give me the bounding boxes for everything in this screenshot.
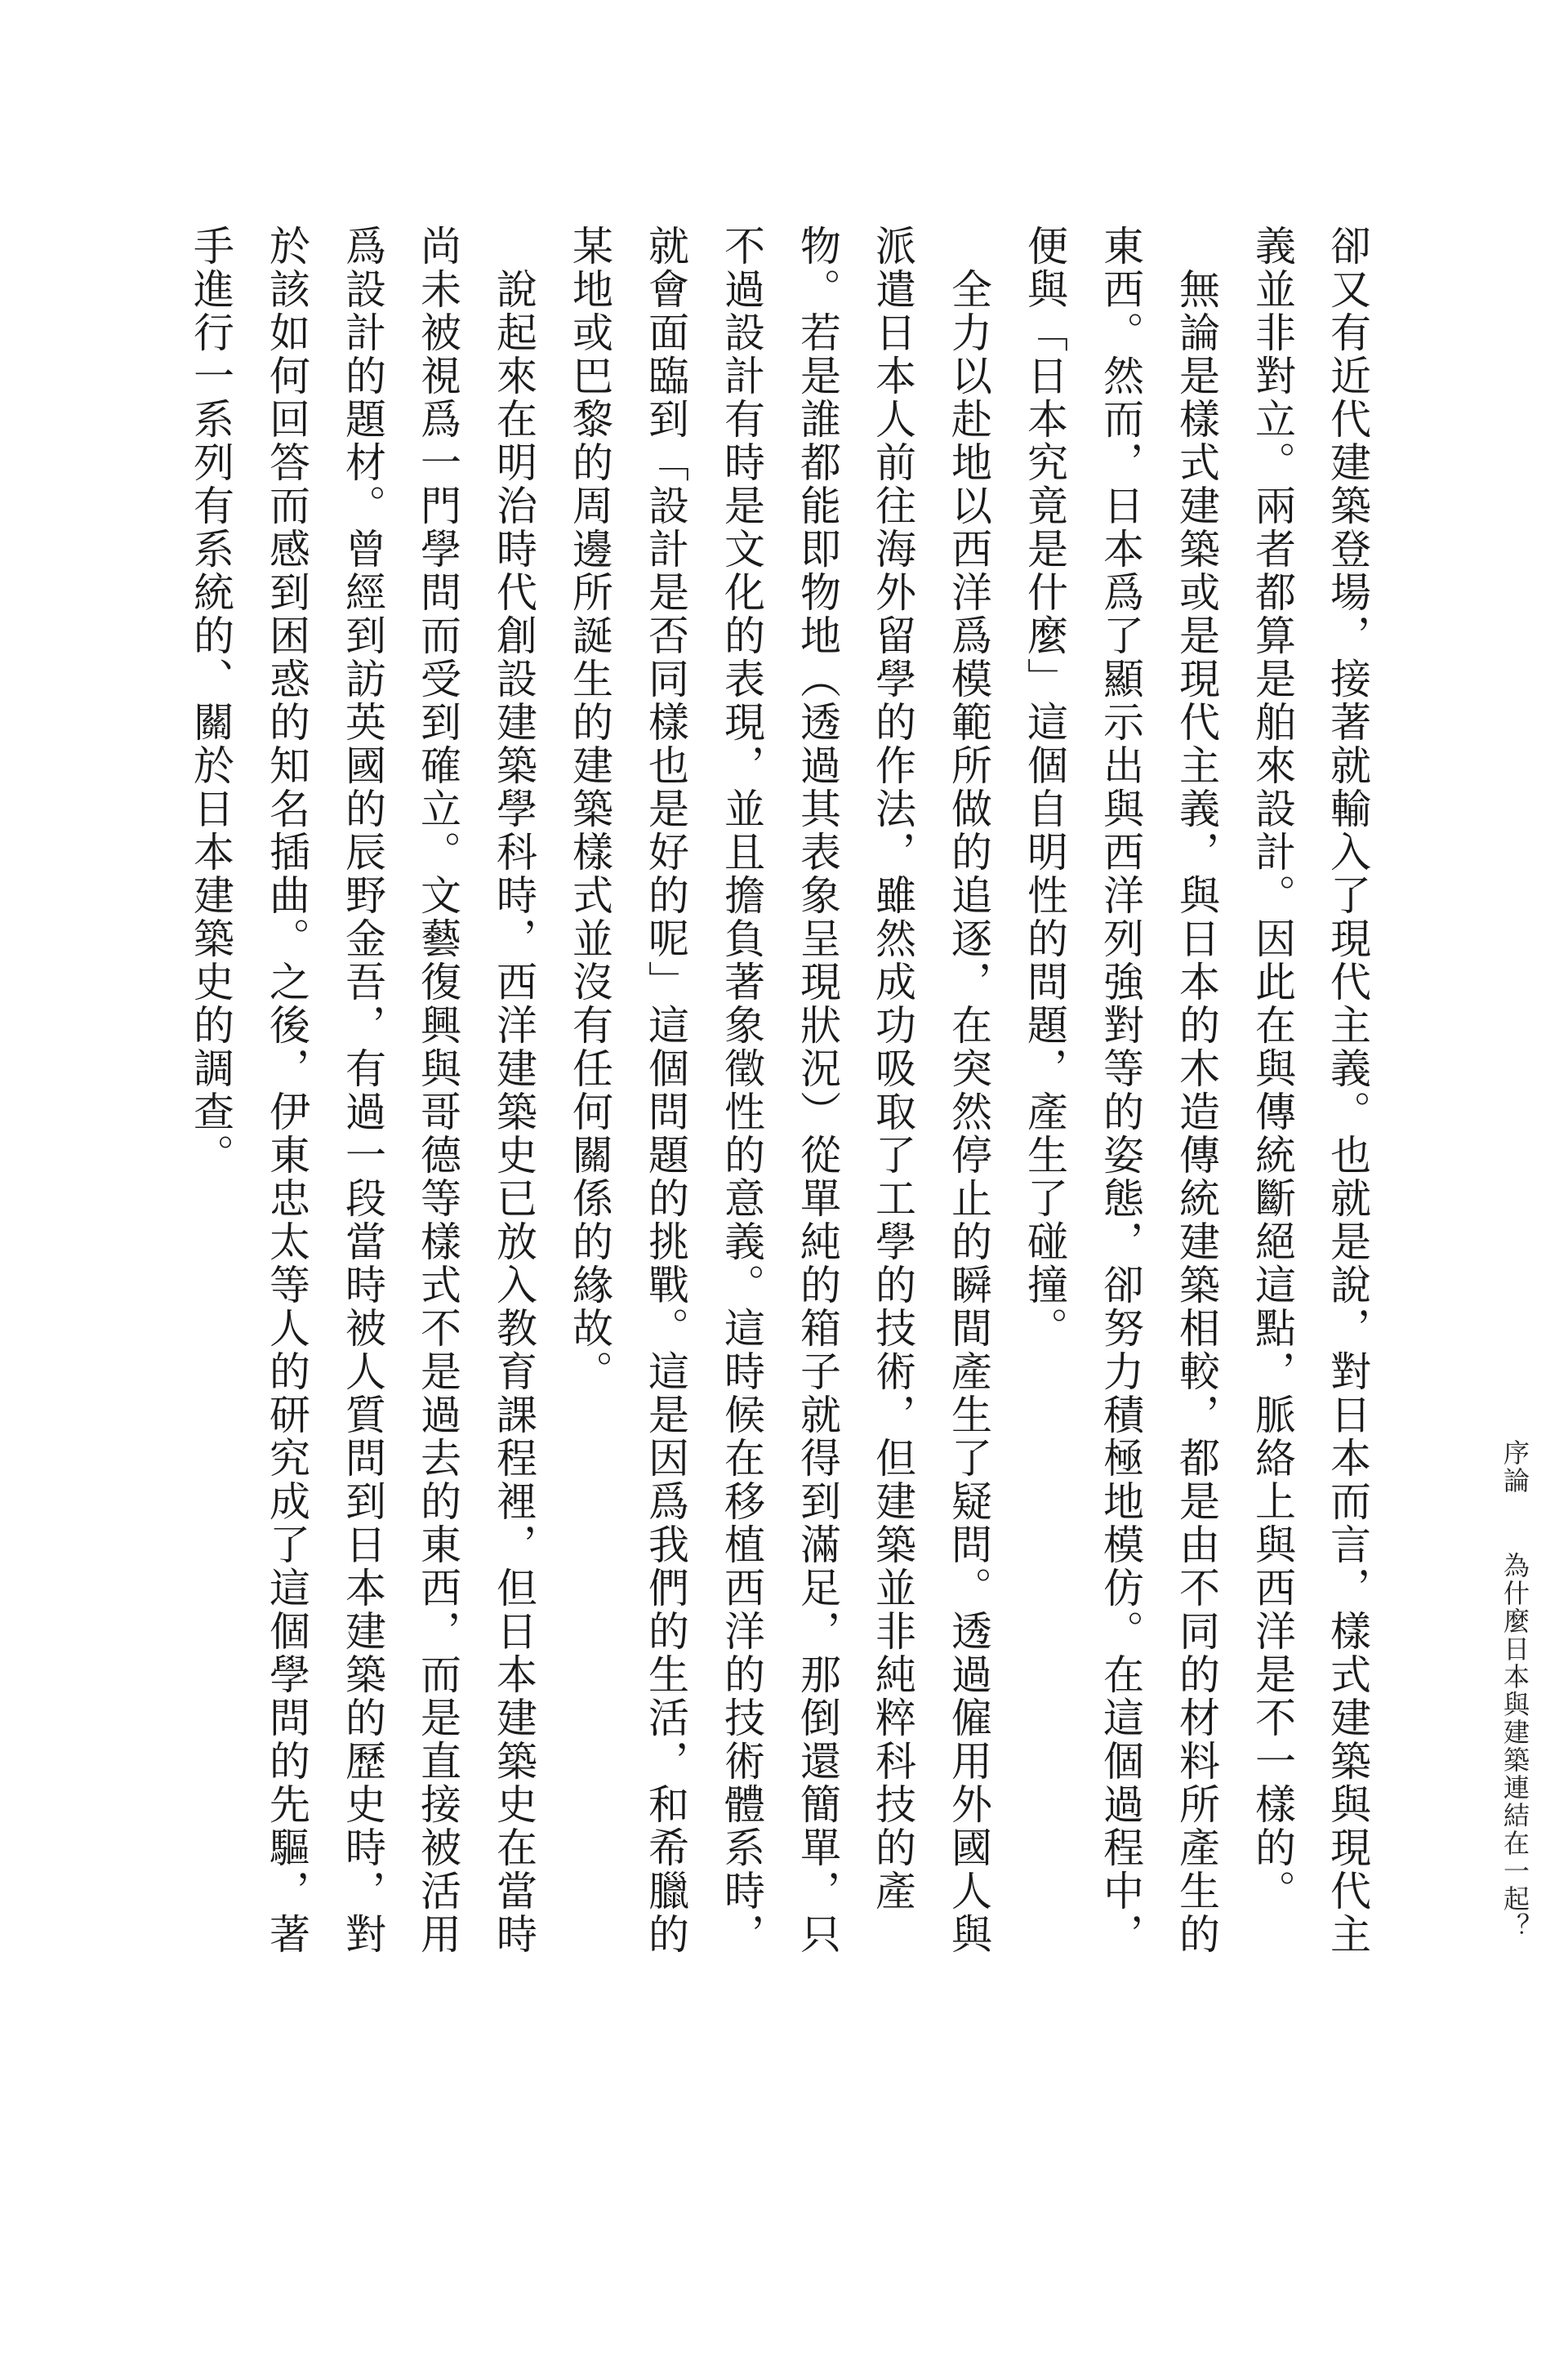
text-column-15: 於該如何回答而感到困惑的知名插曲。之後，伊東忠太等人的研究成了這個學問的先驅，著 — [263, 225, 310, 1956]
text-column-16: 手進行一系列有系統的、關於日本建築史的調查。 — [187, 225, 234, 1177]
text-column-13: 尚未被視爲一門學問而受到確立。文藝復興與哥德等樣式不是過去的東西，而是直接被活用 — [414, 225, 461, 1956]
text-column-1: 卻又有近代建築登場，接著就輸入了現代主義。也就是說，對日本而言，樣式建築與現代主 — [1324, 225, 1371, 1956]
text-column-9: 不過設計有時是文化的表現，並且擔負著象徵性的意義。這時候在移植西洋的技術體系時， — [718, 225, 765, 1956]
text-column-11: 某地或巴黎的周邊所誕生的建築樣式並沒有任何關係的緣故。 — [566, 225, 613, 1393]
text-column-4: 東西。然而，日本爲了顯示出與西洋列強對等的姿態，卻努力積極地模仿。在這個過程中， — [1097, 225, 1144, 1956]
text-column-10: 就會面臨到「設計是否同樣也是好的呢」這個問題的挑戰。這是因爲我們的生活，和希臘的 — [642, 225, 689, 1956]
text-column-8: 物。若是誰都能即物地（透過其表象呈現狀況）從單純的箱子就得到滿足，那倒還簡單，只 — [794, 225, 841, 1956]
text-column-14: 爲設計的題材。曾經到訪英國的辰野金吾，有過一段當時被人質問到日本建築的歷史時，對 — [339, 225, 386, 1956]
text-column-6: 全力以赴地以西洋爲模範所做的追逐，在突然停止的瞬間產生了疑問。透過僱用外國人與 — [945, 225, 992, 1956]
text-column-7: 派遣日本人前往海外留學的作法，雖然成功吸取了工學的技術，但建築並非純粹科技的產 — [869, 225, 916, 1913]
text-column-5: 便與「日本究竟是什麼」這個自明性的問題，產生了碰撞。 — [1021, 225, 1068, 1350]
text-column-3: 無論是樣式建築或是現代主義，與日本的木造傳統建築相較，都是由不同的材料所產生的 — [1173, 225, 1220, 1956]
text-column-12: 說起來在明治時代創設建築學科時，西洋建築史已放入教育課程裡，但日本建築史在當時 — [490, 225, 537, 1956]
running-header-title: 為什麼日本與建築連結在一起？ — [1499, 1552, 1530, 1941]
running-header-chapter: 序論 — [1499, 1439, 1530, 1495]
text-column-2: 義並非對立。兩者都算是舶來設計。因此在與傳統斷絕這點，脈絡上與西洋是不一樣的。 — [1249, 225, 1296, 1913]
